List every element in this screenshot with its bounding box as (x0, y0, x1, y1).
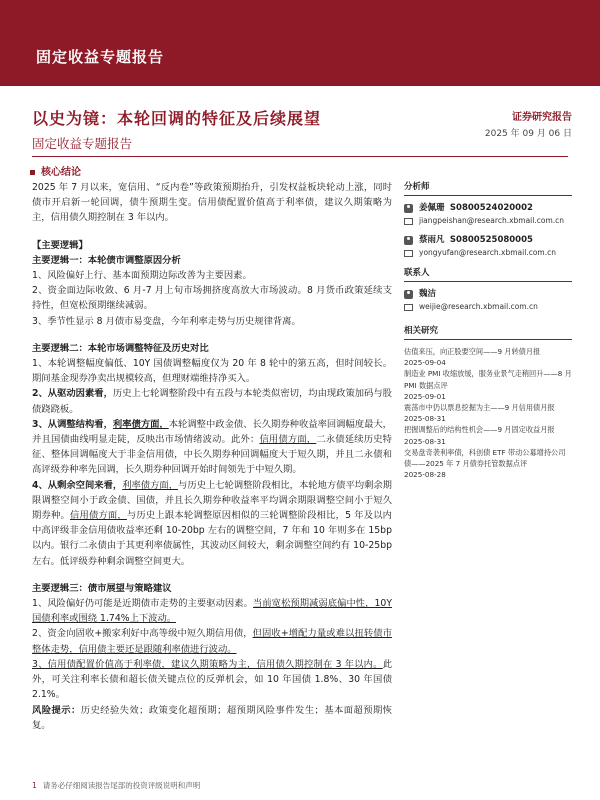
logic3-heading: 主要逻辑三：债市展望与策略建议 (32, 582, 172, 594)
related-list (404, 346, 572, 480)
related-item[interactable]: 震荡市中仍以票息挖掘为主——9 月信用债月报 2025-08-31 (404, 403, 555, 424)
core-conclusion-heading: 核心结论 (30, 163, 81, 178)
intro-paragraph: 2025 年 7 月以来，宽信用、“反内卷”等政策预期抬升，引发权益板块轮动上涨，同时债市开启新一轮回调，债牛预期生变。信用债配置价值高于利率债，建议久期策略为主，信用债久期控制在 3 年以内。 (32, 182, 392, 224)
risk-warning: 风险提示：历史经验失效；政策变化超预期；超预期风险事件发生；基本面超预期恢复。 (32, 704, 392, 731)
related-heading: 相关研究 (404, 324, 572, 340)
analyst-card (404, 202, 572, 228)
logic3-item: 2、资金向固收+搬家利好中高等级中短久期信用债，但固收+增配力量或难以扭转债市整体走势，信用债主要还是跟随利率债进行波动。 (32, 628, 392, 655)
bullet-icon (30, 170, 35, 175)
contact-card (404, 288, 572, 314)
analyst-card (404, 234, 572, 260)
person-icon (404, 204, 413, 213)
page-number: 1 (32, 781, 37, 790)
analyst-name: 蔡雨凡 (419, 235, 445, 245)
footer-disclaimer: 请务必仔细阅读报告尾部的投资评级说明和声明 (42, 781, 201, 790)
analyst-cert: S0800524020002 (449, 203, 533, 213)
logic1-item: 1、风险偏好上行、基本面预期边际改善为主要因素。 (32, 270, 252, 282)
footer (32, 780, 200, 791)
report-type: 证券研究报告 (512, 112, 572, 123)
analyst-cert: S0800525080005 (449, 235, 533, 245)
logic-tag: 【主要逻辑】 (32, 239, 88, 251)
report-subtitle: 固定收益专题报告 (32, 136, 133, 151)
logic2-item: 3、从调整结构看，利率债方面，本轮调整中政金债、长久期券种收益率回调幅度最大，并且国债曲线明显走陡，反映出市场情绪波动。此外：信用债方面，二永债延续历史特征、整体回调幅度大于非金信用债，中长久期券种回调幅度大于短久期，并且二永债和高评级券种率先回调，长久期券种回调开始时间领先于中短久期。 (32, 418, 392, 476)
logic3-item: 3、信用债配置价值高于利率债，建议久期策略为主，信用债久期控制在 3 年以内。此外，可关注利率长债和超长债关键点位的反弹机会，如 10 年国债 1.8%、30 年国债 2.1%。 (32, 658, 392, 701)
contact-heading: 联系人 (404, 266, 572, 282)
mail-icon (404, 304, 413, 311)
logic2-item: 1、本轮调整幅度偏低、10Y 国债调整幅度仅为 20 年 8 轮中的第五高，但时间较长。期间基金现券净卖出规模较高，但理财端维持净买入。 (32, 358, 392, 385)
logic3-item: 1、风险偏好仍可能是近期债市走势的主要驱动因素。当前宽松预期减弱底偏中性，10Y 国债利率或围绕 1.74%上下波动。 (32, 598, 392, 625)
report-title: 以史为镜：本轮回调的特征及后续展望 (32, 109, 322, 128)
logic2-heading: 主要逻辑二：本轮市场调整特征及历史对比 (32, 342, 209, 354)
related-item[interactable]: 交易盘奇袭利率债，科创债 ETF 带动公募增持公司债——2025 年 7 月债券托管数据点评 2025-08-28 (404, 447, 566, 480)
analyst-email[interactable]: jiangpeishan@research.xbmail.com.cn (419, 216, 565, 225)
mail-icon (404, 218, 413, 225)
logic1-item: 2、资金面边际收敛、6 月-7 月上旬市场拥挤度高放大市场波动。8 月货币政策延续支持性，但宽松预期继续减弱。 (32, 285, 392, 312)
title-divider (32, 156, 568, 157)
person-icon (404, 290, 413, 299)
analyst-email[interactable]: yongyufan@research.xbmail.com.cn (419, 248, 556, 257)
sidebar (404, 180, 572, 480)
report-date: 2025 年 09 月 06 日 (484, 129, 572, 139)
header-band (0, 0, 600, 86)
logic1-item: 3、季节性显示 8 月债市易变盘，今年利率走势与历史规律背离。 (32, 315, 301, 327)
person-icon (404, 236, 413, 245)
related-item[interactable]: 制造业 PMI 收缩放缓，服务业景气走稍回升——8 月 PMI 数据点评 2025-09-01 (404, 369, 572, 401)
related-item[interactable]: 把握调整后的结构性机会——9 月固定收益月报 2025-08-31 (404, 425, 555, 446)
logic1-heading: 主要逻辑一：本轮债市调整原因分析 (32, 254, 181, 266)
logic2-item: 4、从剩余空间来看，利率债方面，与历史上七轮调整阶段相比，本轮地方债平均剩余期限调整空间小于政金债、国债，并且长久期券种收益率平均调余期限调整空间小于短久期券种。信用债方面，与历史上跟本轮调整原因相似的三轮调整阶段相比，5 年及以内中高评级非金信用债收益率还剩 10-20bp 左右的调整空间，7 年和 10 年则多在 15bp 以内。银行二永债由于其更利率债属性，其波动区间较大，剩余调整空间约有 10-25bp 左右。低评级券种剩余调整空间更大。 (32, 479, 392, 567)
analysts-heading: 分析师 (404, 180, 572, 196)
header-title: 固定收益专题报告 (36, 48, 165, 66)
mail-icon (404, 250, 413, 257)
main-body (32, 180, 392, 733)
related-item[interactable]: 估值来压，向正股要空间——9 月转债月报 2025-09-04 (404, 347, 541, 368)
analyst-name: 姜佩珊 (419, 203, 445, 213)
logic2-item: 2、从驱动因素看，历史上七轮调整阶段中有五段与本轮类似密切，均由现政策加码与股债跷跷板。 (32, 388, 392, 415)
contact-email[interactable]: weijie@research.xbmail.com.cn (419, 302, 538, 311)
contact-name: 魏洁 (419, 289, 437, 299)
